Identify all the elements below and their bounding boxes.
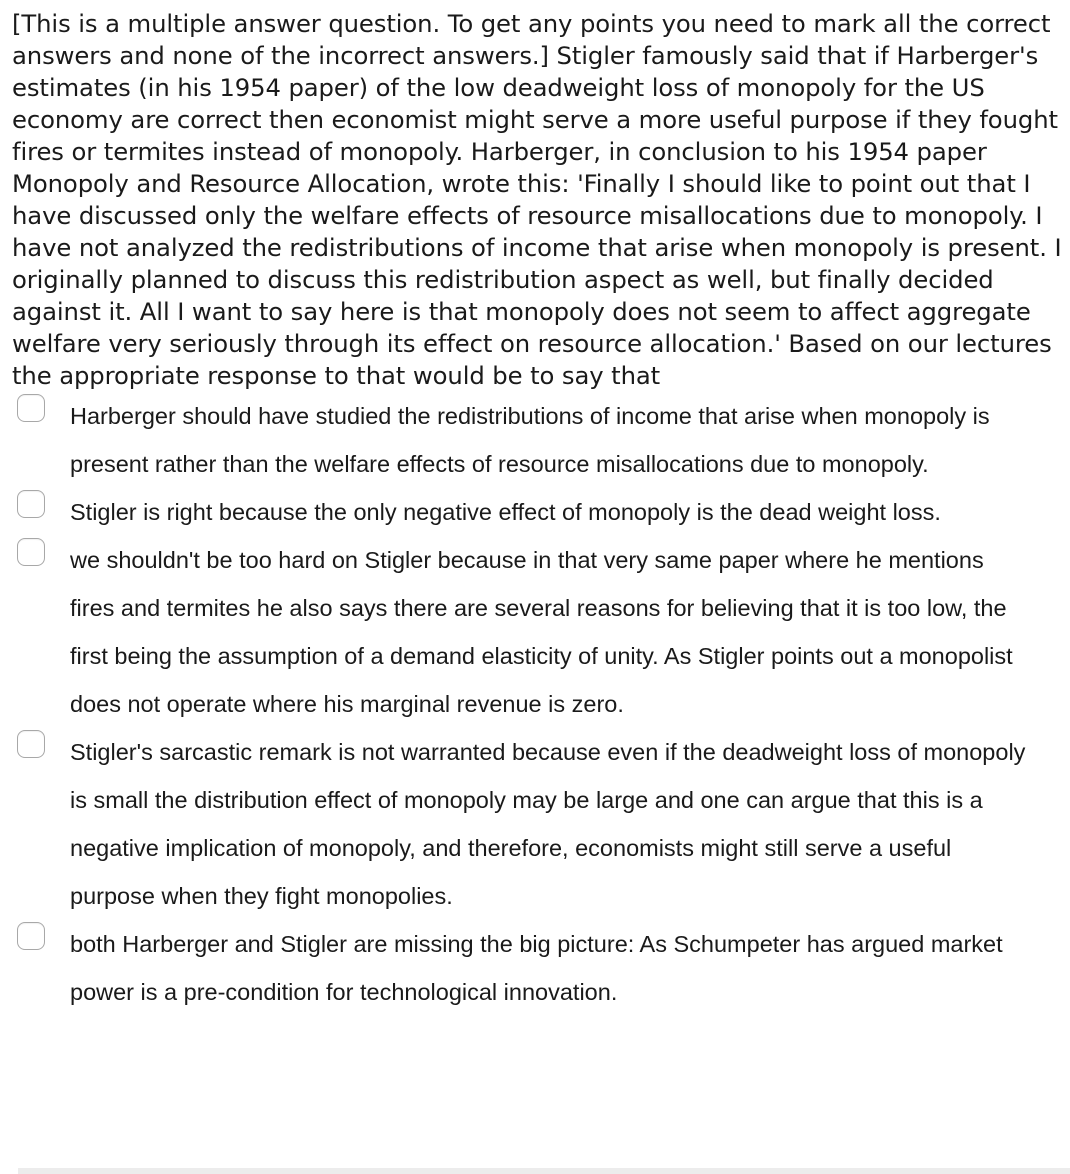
bottom-divider <box>18 1168 1070 1174</box>
answer-options <box>0 392 1070 1016</box>
option-5[interactable] <box>0 920 1070 1016</box>
option-4-checkbox[interactable] <box>17 730 45 758</box>
option-5-checkbox[interactable] <box>17 922 45 950</box>
option-1-checkbox[interactable] <box>17 394 45 422</box>
option-4[interactable] <box>0 728 1070 920</box>
option-2[interactable] <box>0 488 1070 536</box>
option-1[interactable] <box>0 392 1070 488</box>
option-3-label[interactable]: we shouldn't be too hard on Stigler because in that very same paper where he mentions fires and termites he also says there are several reasons for believing that it is too low, the first being the assumption of a demand elasticity of unity. As Stigler points out a monopolist does not operate where his marginal revenue is zero. <box>70 547 1013 717</box>
option-4-label[interactable]: Stigler's sarcastic remark is not warranted because even if the deadweight loss of monopoly is small the distribution effect of monopoly may be large and one can argue that this is a negative implication of monopoly, and therefore, economists might still serve a useful purpose when they fight monopolies. <box>70 739 1026 909</box>
option-3[interactable] <box>0 536 1070 728</box>
option-3-checkbox[interactable] <box>17 538 45 566</box>
option-2-checkbox[interactable] <box>17 490 45 518</box>
option-5-label[interactable]: both Harberger and Stigler are missing the big picture: As Schumpeter has argued market power is a pre-condition for technological innovation. <box>70 931 1003 1005</box>
option-1-label[interactable]: Harberger should have studied the redistributions of income that arise when monopoly is present rather than the welfare effects of resource misallocations due to monopoly. <box>70 403 990 477</box>
question-text: [This is a multiple answer question. To get any points you need to mark all the correct answers and none of the incorrect answers.] Stigler famously said that if Harberger's estimates (in his 1954 paper) of the low deadweight loss of monopoly for the US economy are correct then economist might serve a more useful purpose if they fought fires or termites instead of monopoly. Harberger, in conclusion to his 1954 paper Monopoly and Resource Allocation, wrote this: 'Finally I should like to point out that I have discussed only the welfare effects of resource misallocations due to monopoly. I have not analyzed the redistributions of income that arise when monopoly is present. I originally planned to discuss this redistribution aspect as well, but finally decided against it. All I want to say here is that monopoly does not seem to affect aggregate welfare very seriously through its effect on resource allocation.' Based on our lectures the appropriate response to that would be to say that <box>12 9 1062 390</box>
option-2-label[interactable]: Stigler is right because the only negative effect of monopoly is the dead weight loss. <box>70 499 941 525</box>
